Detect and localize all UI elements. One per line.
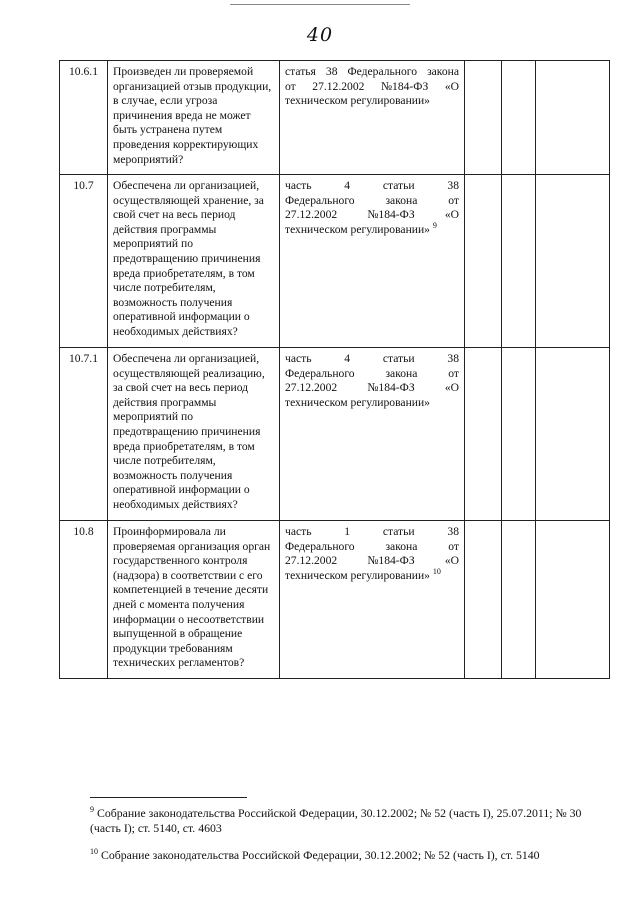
- reference-word: статьи: [382, 525, 415, 538]
- legal-reference: [280, 348, 465, 521]
- reference-word: 4: [344, 352, 351, 365]
- reference-line: [285, 94, 459, 109]
- reference-line: [285, 179, 459, 194]
- reference-word: Федерального: [285, 193, 355, 207]
- mark-col-a: [465, 61, 502, 175]
- notes-col: [536, 348, 610, 521]
- mark-col-a: [465, 521, 502, 679]
- reference-text: техническом регулировании»: [285, 395, 430, 409]
- reference-line: [285, 540, 459, 555]
- item-number: 10.7: [60, 175, 108, 348]
- table-row: [60, 521, 610, 679]
- reference-word: закона: [385, 193, 418, 207]
- footnote-reference: 10: [432, 566, 441, 576]
- reference-line: [285, 566, 459, 584]
- table-row: [60, 61, 610, 175]
- reference-word: 38: [325, 65, 338, 78]
- reference-line: [285, 194, 459, 209]
- legal-reference: [280, 61, 465, 175]
- question-text: Проинформировала ли проверяемая организация орган государственного контроля (надзора) в соответствии с его компетенцией в течение десяти дней с момента получения информации о несоответствии выпущенной в обращение продукции требованиям технических регламентов?: [108, 521, 280, 679]
- footnote-mark: 10: [90, 847, 98, 857]
- footnote-10: [90, 848, 590, 863]
- reference-text: техническом регулировании»: [285, 94, 430, 108]
- reference-word: часть: [285, 525, 312, 538]
- reference-word: Федерального: [285, 366, 355, 380]
- reference-word: от: [448, 193, 459, 207]
- reference-word: 27.12.2002: [285, 381, 338, 395]
- notes-col: [536, 521, 610, 679]
- reference-word: 1: [344, 525, 351, 538]
- reference-word: часть: [285, 352, 312, 365]
- reference-line: [285, 525, 459, 540]
- reference-word: №184-ФЗ: [367, 381, 415, 395]
- footnote-separator: [90, 797, 247, 798]
- notes-col: [536, 175, 610, 348]
- reference-word: Федерального: [347, 65, 418, 78]
- reference-word: №184-ФЗ: [380, 79, 429, 93]
- footnote-text: Собрание законодательства Российской Федерации, 30.12.2002; № 52 (часть I), 25.07.2011; № 30 (часть I); ст. 5140, ст. 4603: [90, 806, 582, 835]
- reference-word: «О: [444, 381, 459, 395]
- reference-word: «О: [444, 554, 459, 568]
- reference-word: от: [285, 79, 296, 93]
- item-number: 10.6.1: [60, 61, 108, 175]
- reference-word: статьи: [382, 352, 415, 365]
- mark-col-b: [502, 175, 536, 348]
- top-edge-line: [230, 4, 410, 5]
- footnote-text: Собрание законодательства Российской Федерации, 30.12.2002; № 52 (часть I), ст. 5140: [100, 848, 540, 862]
- reference-word: 4: [344, 179, 351, 192]
- reference-word: закона: [385, 366, 418, 380]
- table-row: [60, 175, 610, 348]
- reference-word: 27.12.2002: [285, 208, 338, 222]
- reference-word: 38: [447, 179, 459, 192]
- reference-line: [285, 65, 459, 80]
- reference-line: [285, 220, 459, 238]
- reference-word: «О: [444, 79, 459, 93]
- mark-col-b: [502, 521, 536, 679]
- question-text: Произведен ли проверяемой организацией отзыв продукции, в случае, если угроза причинения вреда не может быть устранена путем проведения корректирующих мероприятий?: [108, 61, 280, 175]
- reference-word: №184-ФЗ: [367, 208, 415, 222]
- reference-line: [285, 352, 459, 367]
- mark-col-b: [502, 61, 536, 175]
- reference-word: часть: [285, 179, 312, 192]
- page-number: 40: [306, 24, 334, 46]
- notes-col: [536, 61, 610, 175]
- legal-reference: [280, 521, 465, 679]
- item-number: 10.7.1: [60, 348, 108, 521]
- reference-word: закона: [385, 539, 418, 553]
- reference-word: №184-ФЗ: [367, 554, 415, 568]
- footnote-mark: 9: [90, 805, 94, 815]
- checklist-table: [59, 60, 610, 679]
- mark-col-b: [502, 348, 536, 521]
- reference-line: [285, 381, 459, 396]
- reference-word: 27.12.2002: [285, 554, 338, 568]
- reference-word: 27.12.2002: [312, 79, 365, 93]
- reference-word: 38: [447, 525, 459, 538]
- reference-word: от: [448, 366, 459, 380]
- legal-reference: [280, 175, 465, 348]
- reference-word: статья: [285, 65, 316, 78]
- mark-col-a: [465, 348, 502, 521]
- reference-word: «О: [444, 208, 459, 222]
- reference-word: статьи: [382, 179, 415, 192]
- footnote-9: [90, 806, 590, 836]
- footnote-reference: 9: [432, 220, 437, 230]
- reference-line: [285, 80, 459, 95]
- reference-word: Федерального: [285, 539, 355, 553]
- reference-line: [285, 396, 459, 411]
- mark-col-a: [465, 175, 502, 348]
- table-row: [60, 348, 610, 521]
- question-text: Обеспечена ли организацией, осуществляющей хранение, за свой счет на весь период действия программы мероприятий по предотвращению причинения вреда приобретателям, в том числе потребителям, возможность получения оперативной информации о необходимых действиях?: [108, 175, 280, 348]
- reference-word: 38: [447, 352, 459, 365]
- reference-line: [285, 367, 459, 382]
- reference-text: техническом регулировании»: [285, 568, 430, 582]
- question-text: Обеспечена ли организацией, осуществляющей реализацию, за свой счет на весь период действия программы мероприятий по предотвращению причинения вреда приобретателям, в том числе потребителям, возможность получения оперативной информации о необходимых действиях?: [108, 348, 280, 521]
- item-number: 10.8: [60, 521, 108, 679]
- reference-word: от: [448, 539, 459, 553]
- reference-text: техническом регулировании»: [285, 222, 430, 236]
- reference-word: закона: [427, 65, 459, 78]
